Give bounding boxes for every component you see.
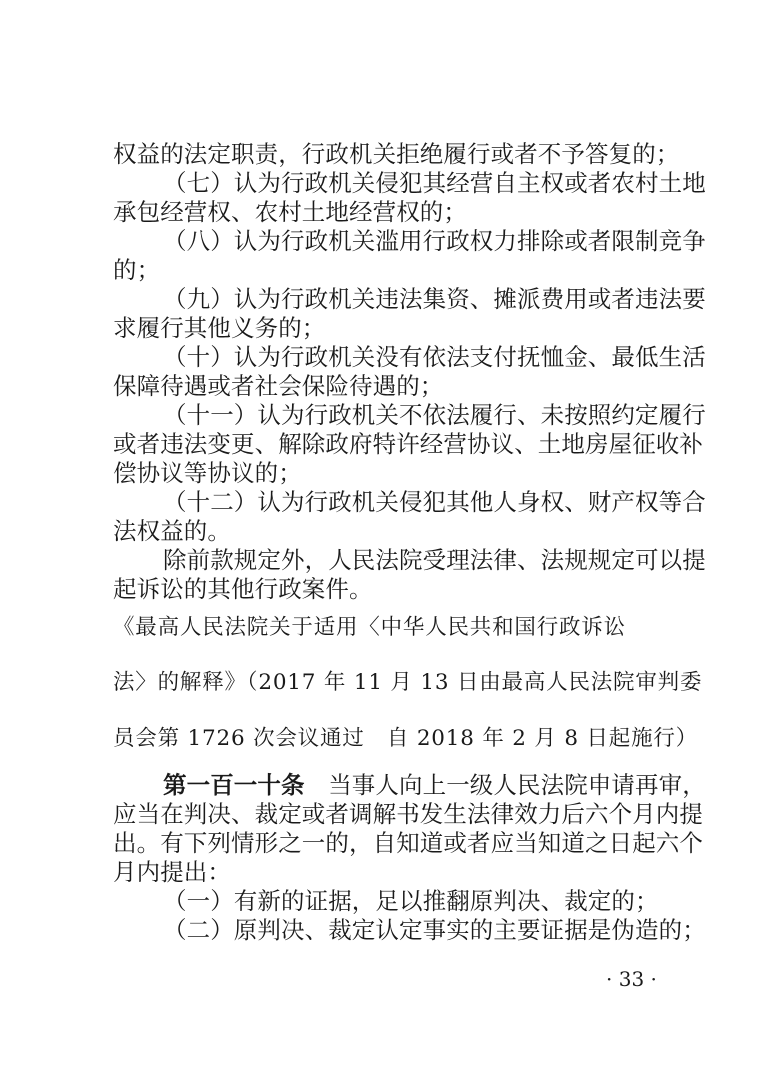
text-line: 权益的法定职责，行政机关拒绝履行或者不予答复的； (113, 140, 680, 168)
text-line: 出。有下列情形之一的，自知道或者应当知道之日起六个 (113, 829, 703, 857)
source-citation-line: 《最高人民法院关于适用〈中华人民共和国行政诉讼 (113, 615, 626, 640)
source-citation-line: 员会第 1726 次会议通过 自 2018 年 2 月 8 日起施行） (113, 726, 698, 751)
text-line: 应当在判决、裁定或者调解书发生法律效力后六个月内提 (113, 800, 703, 828)
text-line: 除前款规定外，人民法院受理法律、法规规定可以提 (163, 546, 706, 574)
text-line: （一）有新的证据，足以推翻原判决、裁定的； (163, 887, 659, 915)
text-line: （十一）认为行政机关不依法履行、未按照约定履行 (163, 401, 706, 429)
text-line: 求履行其他义务的； (113, 314, 326, 342)
text-line: （八）认为行政机关滥用行政权力排除或者限制竞争 (163, 227, 706, 255)
text-line: 保障待遇或者社会保险待遇的； (113, 372, 444, 400)
text-line: 的； (113, 256, 161, 284)
text-line: 法权益的。 (113, 517, 231, 545)
text-line: 月内提出： (113, 858, 231, 886)
article-first-line (163, 770, 706, 800)
text-line: （十）认为行政机关没有依法支付抚恤金、最低生活 (163, 343, 706, 371)
article-title: 第一百一十条 (163, 771, 305, 799)
text-line: 承包经营权、农村土地经营权的； (113, 198, 467, 226)
text-line: 偿协议等协议的； (113, 459, 302, 487)
text-line: 起诉讼的其他行政案件。 (113, 575, 373, 603)
text-line: （九）认为行政机关违法集资、摊派费用或者违法要 (163, 285, 706, 313)
source-citation-line: 法〉的解释》（2017 年 11 月 13 日由最高人民法院审判委 (113, 670, 703, 695)
text-line: （二）原判决、裁定认定事实的主要证据是伪造的； (163, 916, 706, 944)
page-number: · 33 · (606, 967, 657, 991)
text-line: （十二）认为行政机关侵犯其他人身权、财产权等合 (163, 488, 706, 516)
article-text: 当事人向上一级人民法院申请再审， (304, 771, 706, 799)
text-line: （七）认为行政机关侵犯其经营自主权或者农村土地 (163, 169, 706, 197)
text-line: 或者违法变更、解除政府特许经营协议、土地房屋征收补 (113, 430, 703, 458)
